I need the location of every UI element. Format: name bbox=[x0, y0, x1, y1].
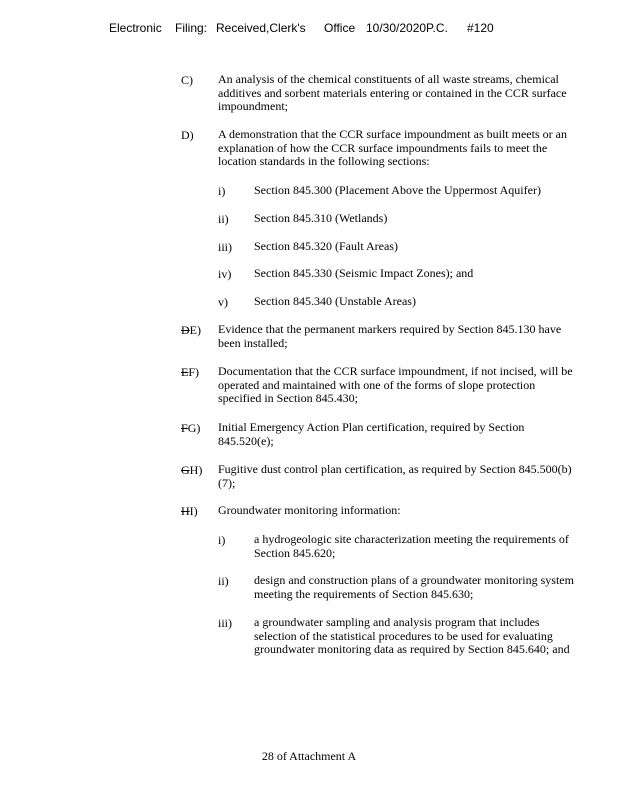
subitem-text: Section 845.310 (Wetlands) bbox=[254, 211, 388, 225]
subitem-label: iii) bbox=[218, 616, 232, 630]
subitem-label: i) bbox=[218, 533, 226, 547]
subitem-label: v) bbox=[218, 295, 228, 309]
subitem-text: a groundwater sampling and analysis program that includes selection of the statistical procedures to be used for evaluating groundwater monitoring data as required by Section 845.640; and bbox=[254, 615, 570, 656]
item-label bbox=[181, 463, 202, 478]
item-label bbox=[181, 323, 201, 338]
header-electronic: Electronic bbox=[109, 21, 162, 35]
subitem-text: Section 845.330 (Seismic Impact Zones); and bbox=[254, 266, 474, 280]
subitem-text: Section 845.300 (Placement Above the Uppermost Aquifer) bbox=[254, 183, 541, 197]
header-number: #120 bbox=[467, 21, 494, 35]
item-label bbox=[181, 365, 199, 380]
inserted-label: G) bbox=[187, 421, 201, 435]
deleted-label-letter: F bbox=[181, 421, 188, 435]
header-received: Received,Clerk's bbox=[216, 21, 306, 35]
subitem-label: i) bbox=[218, 184, 226, 198]
deleted-label-letter: E bbox=[181, 365, 189, 379]
header-filing: Filing: bbox=[175, 21, 208, 35]
deleted-label-letter: D bbox=[181, 323, 190, 337]
item-text: An analysis of the chemical constituents of all waste streams, chemical additives and sorbent materials entering or contained in the CCR surface impoundment; bbox=[218, 72, 567, 113]
item-text: Initial Emergency Action Plan certification, required by Section 845.520(e); bbox=[218, 420, 525, 448]
inserted-label: H) bbox=[189, 463, 203, 477]
deleted-label-letter: G bbox=[181, 463, 190, 477]
subitem-text: Section 845.340 (Unstable Areas) bbox=[254, 294, 416, 308]
subitem-label: iii) bbox=[218, 240, 232, 254]
inserted-label: E) bbox=[189, 323, 201, 337]
item-text: Fugitive dust control plan certification, as required by Section 845.500(b)(7); bbox=[218, 462, 572, 490]
subitem-label: iv) bbox=[218, 267, 232, 281]
header-date: 10/30/2020P.C. bbox=[366, 21, 448, 35]
item-label bbox=[181, 504, 198, 519]
subitem-label: ii) bbox=[218, 212, 229, 226]
header-office: Office bbox=[324, 21, 356, 35]
inserted-label: I) bbox=[189, 504, 198, 518]
item-text: Evidence that the permanent markers required by Section 845.130 have been installed; bbox=[218, 322, 562, 350]
filing-header bbox=[109, 21, 589, 37]
subitem-text: Section 845.320 (Fault Areas) bbox=[254, 239, 398, 253]
item-text: Documentation that the CCR surface impoundment, if not incised, will be operated and maintained with one of the forms of slope protection specified in Section 845.430; bbox=[218, 364, 573, 405]
subitem-label: ii) bbox=[218, 574, 229, 588]
item-label: D) bbox=[181, 128, 194, 142]
item-text: A demonstration that the CCR surface impoundment as built meets or an explanation of how the CCR surface impoundments fails to meet the location standards in the following sections: bbox=[218, 127, 567, 168]
subitem-text: design and construction plans of a groundwater monitoring system meeting the requirements of Section 845.630; bbox=[254, 573, 574, 601]
subitem-text: a hydrogeologic site characterization meeting the requirements of Section 845.620; bbox=[254, 532, 569, 560]
item-text: Groundwater monitoring information: bbox=[218, 503, 401, 517]
page-footer: 28 of Attachment A bbox=[261, 749, 357, 763]
item-label bbox=[181, 421, 200, 436]
item-label: C) bbox=[181, 73, 193, 87]
deleted-label-letter: H bbox=[181, 504, 190, 518]
inserted-label: F) bbox=[188, 365, 200, 379]
